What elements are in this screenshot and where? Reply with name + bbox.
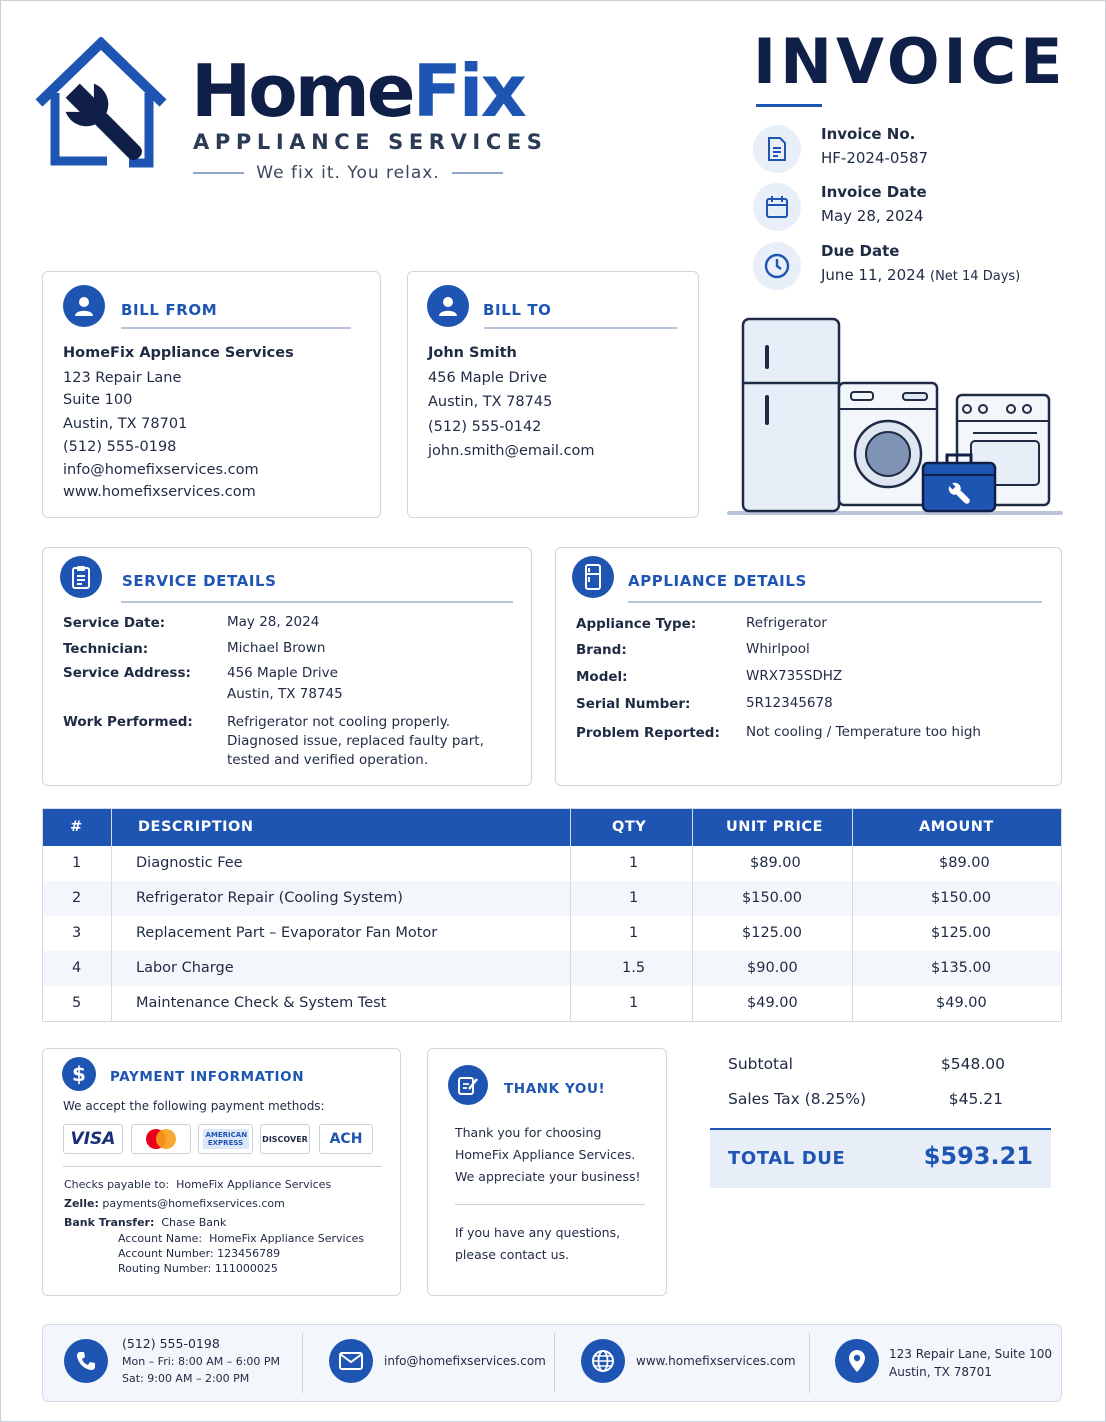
table-row (43, 846, 1061, 881)
bill-from-name: HomeFix Appliance Services (63, 345, 294, 361)
table-row (43, 986, 1061, 1021)
total-due-label: TOTAL DUE (728, 1148, 846, 1169)
technician: Michael Brown (227, 640, 326, 656)
calendar-icon (753, 183, 801, 231)
col-header-qty: QTY (612, 819, 647, 835)
user-icon (427, 285, 469, 327)
bill-to-line: 456 Maple Drive (428, 370, 548, 386)
invoice-title: INVOICE (753, 25, 1067, 98)
row-unit-price: $89.00 (750, 855, 801, 871)
brand-tagline: We fix it. You relax. (193, 163, 503, 183)
contact-footer (42, 1324, 1062, 1402)
sales-tax-value: $45.21 (948, 1090, 1003, 1108)
serial-label: Serial Number: (576, 696, 691, 712)
bank-transfer: Bank Transfer: Chase Bank (64, 1216, 227, 1229)
contact-line: please contact us. (455, 1247, 570, 1262)
bill-from-title: BILL FROM (121, 301, 218, 319)
brand-label: Brand: (576, 642, 627, 658)
email-icon (329, 1339, 373, 1383)
appliance-type-label: Appliance Type: (576, 616, 697, 632)
appliance-details-title: APPLIANCE DETAILS (628, 572, 807, 590)
row-num: 2 (72, 890, 82, 906)
table-header (43, 809, 1061, 846)
note-pen-icon (448, 1065, 488, 1105)
clock-icon (753, 242, 801, 290)
technician-label: Technician: (63, 641, 149, 657)
invoice-date-label: Invoice Date (821, 183, 927, 201)
appliance-brand: Whirlpool (746, 641, 810, 657)
thank-you-title: THANK YOU! (504, 1081, 606, 1097)
row-qty: 1 (629, 995, 639, 1011)
service-date: May 28, 2024 (227, 614, 320, 630)
row-description: Refrigerator Repair (Cooling System) (136, 890, 403, 906)
row-num: 3 (72, 925, 82, 941)
row-amount: $125.00 (931, 925, 991, 941)
work-performed-line: tested and verified operation. (227, 752, 429, 768)
row-qty: 1 (629, 890, 639, 906)
service-address-label: Service Address: (63, 665, 191, 681)
routing-number: Routing Number: 111000025 (118, 1262, 278, 1275)
footer-phone[interactable]: (512) 555-0198 (122, 1336, 220, 1351)
row-amount: $150.00 (931, 890, 991, 906)
line-items-table (42, 808, 1062, 1022)
bill-from-email[interactable]: info@homefixservices.com (63, 462, 259, 478)
footer-email[interactable]: info@homefixservices.com (384, 1354, 546, 1368)
total-due-box (710, 1128, 1051, 1188)
col-header-unit-price: UNIT PRICE (726, 819, 823, 835)
col-header-description: DESCRIPTION (138, 819, 254, 835)
table-row (43, 916, 1061, 951)
col-header-num: # (70, 819, 83, 835)
footer-address-line1: 123 Repair Lane, Suite 100 (889, 1347, 1052, 1361)
payment-info-title: PAYMENT INFORMATION (110, 1069, 305, 1085)
row-num: 5 (72, 995, 82, 1011)
globe-icon (581, 1339, 625, 1383)
total-due-value: $593.21 (923, 1142, 1033, 1170)
footer-hours-weekday: Mon – Fri: 8:00 AM – 6:00 PM (122, 1355, 281, 1368)
contact-line: If you have any questions, (455, 1225, 621, 1240)
brand-name: HomeFix (191, 49, 524, 133)
row-unit-price: $125.00 (742, 925, 802, 941)
zelle-info: Zelle: payments@homefixservices.com (64, 1197, 285, 1210)
row-amount: $135.00 (931, 960, 991, 976)
appliance-model: WRX735SDHZ (746, 668, 843, 684)
discover-logo: DISCOVER (260, 1124, 310, 1154)
account-name: Account Name: HomeFix Appliance Services (118, 1232, 365, 1245)
thank-you-line: We appreciate your business! (455, 1169, 641, 1184)
dollar-icon: $ (62, 1057, 96, 1091)
row-description: Maintenance Check & System Test (136, 995, 387, 1011)
work-performed-line: Refrigerator not cooling properly. (227, 714, 451, 730)
appliance-type: Refrigerator (746, 615, 827, 631)
row-qty: 1 (629, 855, 639, 871)
row-qty: 1.5 (622, 960, 646, 976)
thank-you-card (427, 1048, 667, 1296)
invoice-date-block (753, 183, 1083, 235)
service-address-line: 456 Maple Drive (227, 665, 338, 681)
bill-to-card (407, 271, 699, 518)
row-description: Replacement Part – Evaporator Fan Motor (136, 925, 438, 941)
visa-logo: VISA (63, 1124, 123, 1154)
due-date-label: Due Date (821, 242, 900, 260)
row-num: 4 (72, 960, 82, 976)
serial-number: 5R12345678 (746, 695, 833, 711)
model-label: Model: (576, 669, 628, 685)
work-performed-label: Work Performed: (63, 714, 193, 730)
document-icon (753, 125, 801, 173)
footer-website[interactable]: www.homefixservices.com (636, 1354, 796, 1368)
bill-to-title: BILL TO (483, 301, 552, 319)
bill-from-website[interactable]: www.homefixservices.com (63, 484, 256, 500)
footer-address-line2: Austin, TX 78701 (889, 1365, 992, 1379)
location-pin-icon (835, 1339, 879, 1383)
row-description: Labor Charge (136, 960, 234, 976)
row-description: Diagnostic Fee (136, 855, 243, 871)
col-header-amount: AMOUNT (919, 819, 994, 835)
clipboard-icon (60, 556, 102, 598)
due-date-block (753, 242, 1083, 294)
subtotal-value: $548.00 (940, 1055, 1005, 1073)
service-details-title: SERVICE DETAILS (122, 572, 277, 590)
invoice-number-block (753, 125, 1083, 177)
payment-intro: We accept the following payment methods: (63, 1099, 325, 1113)
row-qty: 1 (629, 925, 639, 941)
problem-reported: Not cooling / Temperature too high (746, 724, 981, 740)
row-unit-price: $49.00 (747, 995, 798, 1011)
due-date: June 11, 2024 (Net 14 Days) (821, 266, 1021, 284)
thank-you-line: HomeFix Appliance Services. (455, 1147, 636, 1162)
mastercard-logo (131, 1124, 191, 1154)
user-icon (63, 285, 105, 327)
bill-to-phone: (512) 555-0142 (428, 419, 542, 435)
subtotal-label: Subtotal (728, 1055, 793, 1073)
thank-you-line: Thank you for choosing (455, 1125, 602, 1140)
invoice-date: May 28, 2024 (821, 207, 924, 225)
row-unit-price: $150.00 (742, 890, 802, 906)
brand-subtitle: APPLIANCE SERVICES (193, 130, 548, 154)
problem-label: Problem Reported: (576, 725, 720, 741)
row-unit-price: $90.00 (747, 960, 798, 976)
bill-to-line: Austin, TX 78745 (428, 394, 553, 410)
amex-logo: AMERICAN EXPRESS (198, 1124, 253, 1154)
work-performed-line: Diagnosed issue, replaced faulty part, (227, 733, 484, 749)
fridge-icon (572, 556, 614, 598)
bill-to-email[interactable]: john.smith@email.com (428, 443, 595, 459)
row-amount: $89.00 (939, 855, 990, 871)
invoice-number: HF-2024-0587 (821, 149, 929, 167)
bill-from-phone: (512) 555-0198 (63, 439, 177, 455)
checks-payable: Checks payable to: HomeFix Appliance Services (64, 1178, 332, 1191)
company-logo (35, 37, 548, 197)
bill-from-line: Austin, TX 78701 (63, 416, 188, 432)
service-details-card (42, 547, 532, 786)
footer-hours-saturday: Sat: 9:00 AM – 2:00 PM (122, 1372, 250, 1385)
bill-from-card (42, 271, 381, 518)
sales-tax-label: Sales Tax (8.25%) (728, 1090, 867, 1108)
appliance-details-card (555, 547, 1062, 786)
service-date-label: Service Date: (63, 615, 166, 631)
table-row (43, 951, 1061, 986)
service-address-line: Austin, TX 78745 (227, 686, 343, 702)
appliances-illustration (727, 313, 1067, 519)
ach-logo: ACH (319, 1124, 373, 1154)
house-wrench-icon (35, 37, 167, 171)
row-amount: $49.00 (936, 995, 987, 1011)
title-underline (756, 104, 822, 107)
invoice-number-label: Invoice No. (821, 125, 916, 143)
phone-icon (64, 1339, 108, 1383)
row-num: 1 (72, 855, 82, 871)
bill-to-name: John Smith (428, 345, 517, 361)
account-number: Account Number: 123456789 (118, 1247, 281, 1260)
bill-from-line: 123 Repair Lane (63, 370, 182, 386)
bill-from-line: Suite 100 (63, 392, 133, 408)
table-row (43, 881, 1061, 916)
